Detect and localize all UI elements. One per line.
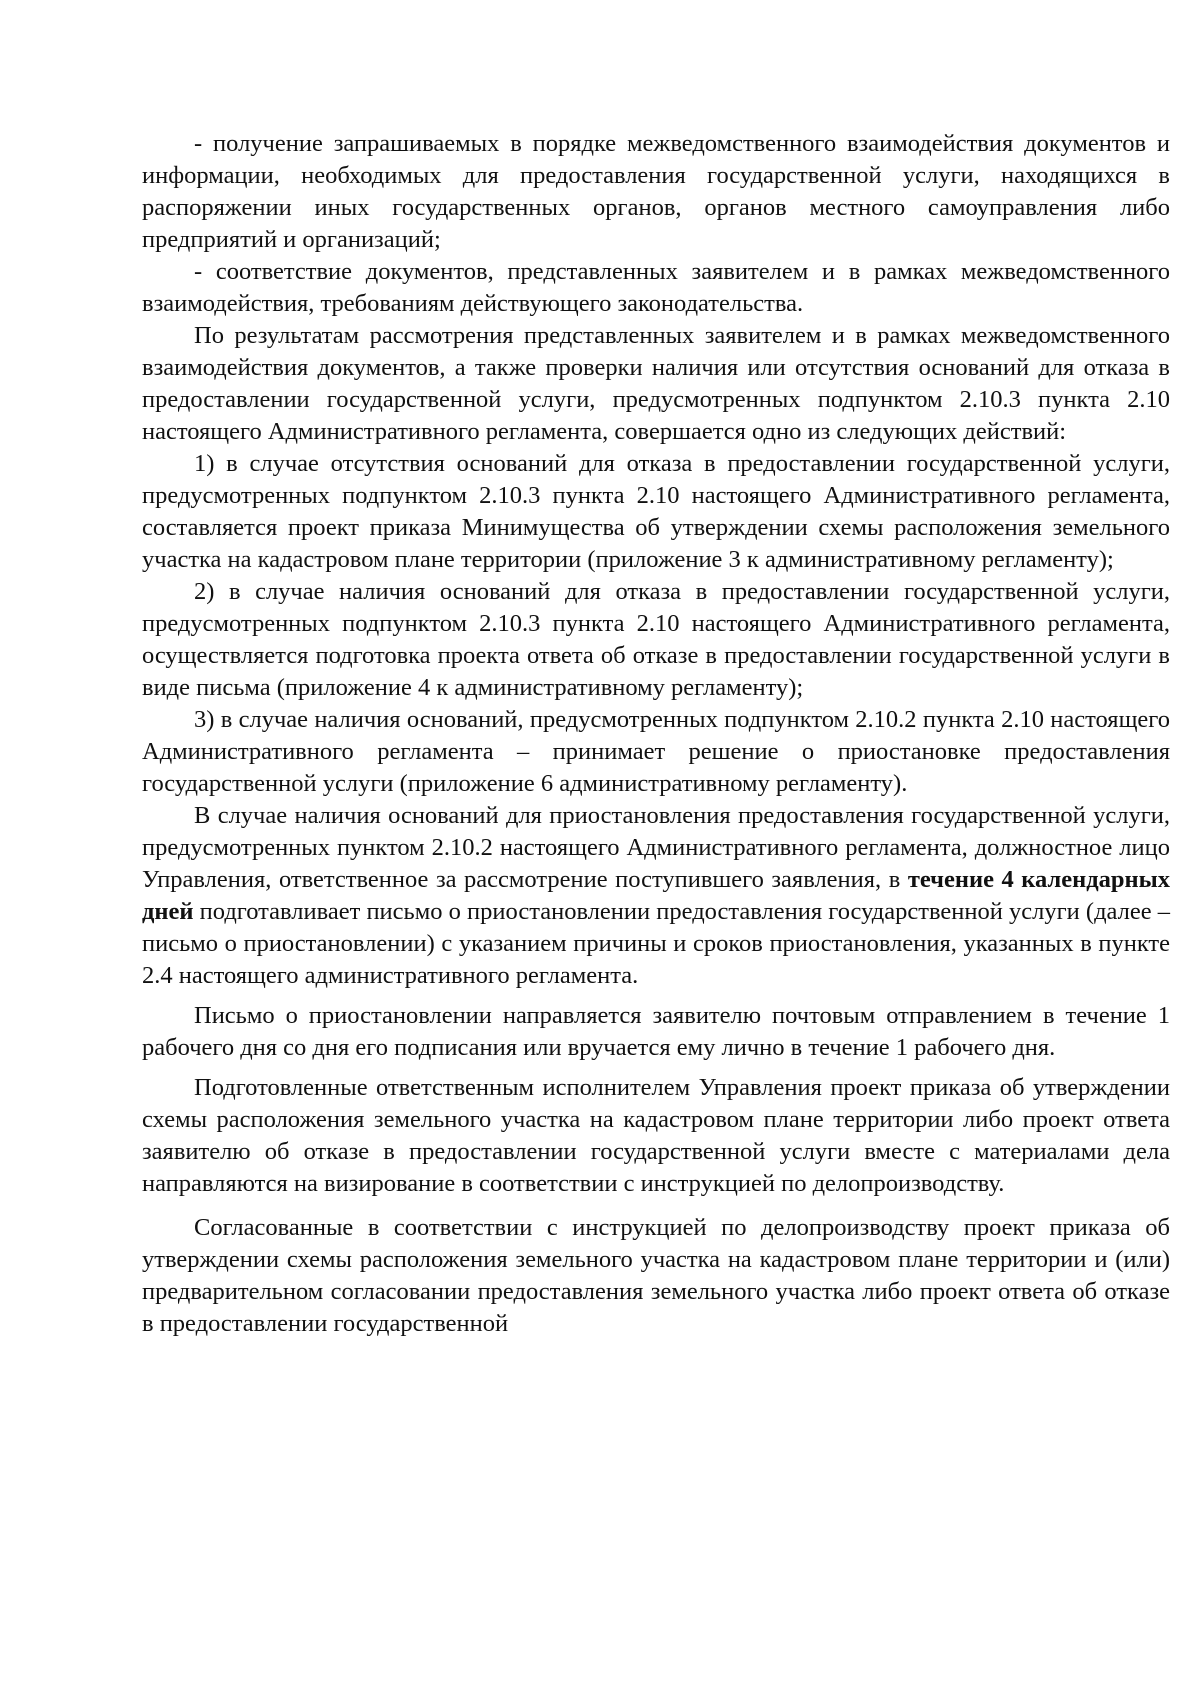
paragraph-item-2: - соответствие документов, представленных заявителем и в рамках межведомственного взаимодействия, требованиям действующего законодательства.: [142, 258, 1170, 317]
paragraph-results: По результатам рассмотрения представленных заявителем и в рамках межведомственного взаимодействия документов, а также проверки наличия или отсутствия оснований для отказа в предоставлении государственной услуги, предусмотренных подпунктом 2.10.3 пункта 2.10 настоящего Административного регламента, совершается одно из следующих действий:: [142, 322, 1170, 445]
paragraph-action-3: 3) в случае наличия оснований, предусмотренных подпунктом 2.10.2 пункта 2.10 настоящего Административного регламента – принимает решение о приостановке предоставления государственной услуги (приложение 6 административному регламенту).: [142, 706, 1170, 797]
paragraph-action-1: 1) в случае отсутствия оснований для отказа в предоставлении государственной услуги, предусмотренных подпунктом 2.10.3 пункта 2.10 настоящего Административного регламента, составляется проект приказа Минимущества об утверждении схемы расположения земельного участка на кадастровом плане территории (приложение 3 к административному регламенту);: [142, 450, 1170, 573]
paragraph-prepared-drafts: Подготовленные ответственным исполнителем Управления проект приказа об утверждении схемы расположения земельного участка на кадастровом плане территории либо проект ответа заявителю об отказе в предоставлении государственной услуги вместе с материалами дела направляются на визирование в соответствии с инструкцией по делопроизводству.: [142, 1074, 1170, 1197]
suspension-text-before: В случае наличия оснований для приостановления предоставления государственной услуги, предусмотренных пунктом 2.10.2 настоящего Административного регламента, должностное лицо Управления, ответственное за рассмотрение поступившего заявления, в: [142, 802, 1170, 893]
paragraph-item-1: - получение запрашиваемых в порядке межведомственного взаимодействия документов и информации, необходимых для предоставления государственной услуги, находящихся в распоряжении иных государственных органов, органов местного самоуправления либо предприятий и организаций;: [142, 130, 1170, 253]
paragraph-letter-sending: Письмо о приостановлении направляется заявителю почтовым отправлением в течение 1 рабочего дня со дня его подписания или вручается ему лично в течение 1 рабочего дня.: [142, 1002, 1170, 1061]
paragraph-action-2: 2) в случае наличия оснований для отказа в предоставлении государственной услуги, предусмотренных подпунктом 2.10.3 пункта 2.10 настоящего Административного регламента, осуществляется подготовка проекта ответа об отказе в предоставлении государственной услуги в виде письма (приложение 4 к административному регламенту);: [142, 578, 1170, 701]
suspension-text-after: подготавливает письмо о приостановлении предоставления государственной услуги (далее – письмо о приостановлении) с указанием причины и сроков приостановления, указанных в пункте 2.4 настоящего административного регламента.: [142, 898, 1170, 989]
paragraph-suspension: [142, 800, 1170, 992]
suspension-deadline-bold: течение 4 календарных дней: [142, 866, 1170, 925]
document-page: [142, 128, 1170, 1340]
paragraph-agreed-drafts: Согласованные в соответствии с инструкцией по делопроизводству проект приказа об утверждении схемы расположения земельного участка на кадастровом плане территории и (или) предварительном согласовании предоставления земельного участка либо проект ответа об отказе в предоставлении государственной: [142, 1214, 1170, 1337]
